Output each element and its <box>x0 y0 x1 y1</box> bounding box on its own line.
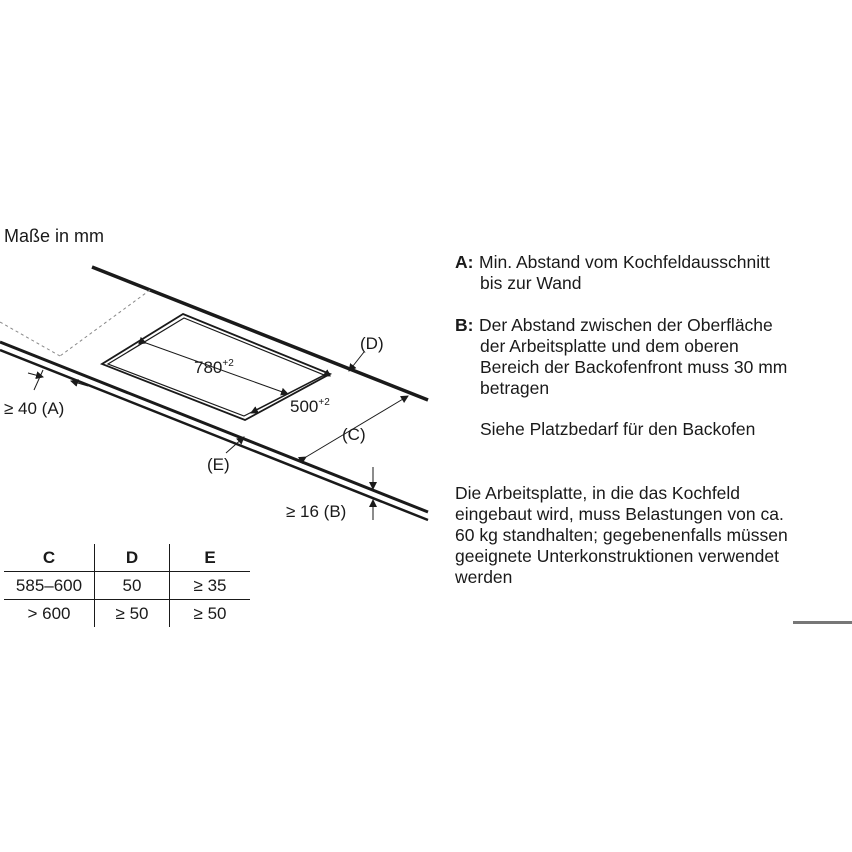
note-b-line: betragen <box>480 378 550 398</box>
table-row <box>4 600 250 628</box>
load-paragraph <box>455 483 788 588</box>
cell: 50 <box>95 572 170 600</box>
note-b-line: Bereich der Backofenfront muss 30 mm <box>480 357 788 377</box>
c-label: (C) <box>342 425 366 444</box>
page-title: Maße in mm <box>4 226 105 246</box>
header-c: C <box>42 547 56 567</box>
header-e: E <box>170 544 251 572</box>
cell: > 600 <box>4 600 95 628</box>
width-label: $780^{+2}$ <box>194 358 234 377</box>
cell: ≥ 50 <box>170 600 251 628</box>
note-a <box>455 252 770 294</box>
paragraph-line: eingebaut wird, muss Belastungen von ca. <box>455 504 784 524</box>
paragraph-line: Die Arbeitsplatte, in die das Kochfeld <box>455 483 741 503</box>
paragraph-line: geeignete Unterkonstruktionen verwendet <box>455 546 779 566</box>
a-label: ≥ 40 (A) <box>4 399 65 418</box>
bottom-divider <box>793 621 852 624</box>
note-a-key: A: <box>455 252 474 272</box>
note-b-key: B: <box>455 315 474 335</box>
paragraph-line: 60 kg standhalten; gegebenenfalls müssen <box>455 525 788 545</box>
note-b-line: der Arbeitsplatte und dem oberen <box>480 336 739 356</box>
note-b-line: Siehe Platzbedarf für den Backofen <box>480 419 756 439</box>
note-b-line: Der Abstand zwischen der Oberfläche <box>479 315 773 335</box>
d-label: (D) <box>360 334 384 353</box>
note-b <box>455 315 787 440</box>
header-d: D <box>95 544 170 572</box>
e-label: (E) <box>207 455 230 474</box>
d-leader <box>349 352 364 371</box>
table-row <box>4 572 250 600</box>
b-label: ≥ 16 (B) <box>286 502 347 521</box>
cell: 585–600 <box>4 572 95 600</box>
note-a-line: Min. Abstand vom Kochfeldausschnitt <box>479 252 770 272</box>
note-a-line: bis zur Wand <box>480 273 582 293</box>
dashed-back-line <box>0 322 60 356</box>
cell: ≥ 50 <box>95 600 170 628</box>
a-leader <box>34 370 43 390</box>
cell: ≥ 35 <box>170 572 251 600</box>
depth-label: $500^{+2}$ <box>290 397 330 416</box>
paragraph-line: werden <box>455 567 513 587</box>
spec-table <box>4 544 250 627</box>
